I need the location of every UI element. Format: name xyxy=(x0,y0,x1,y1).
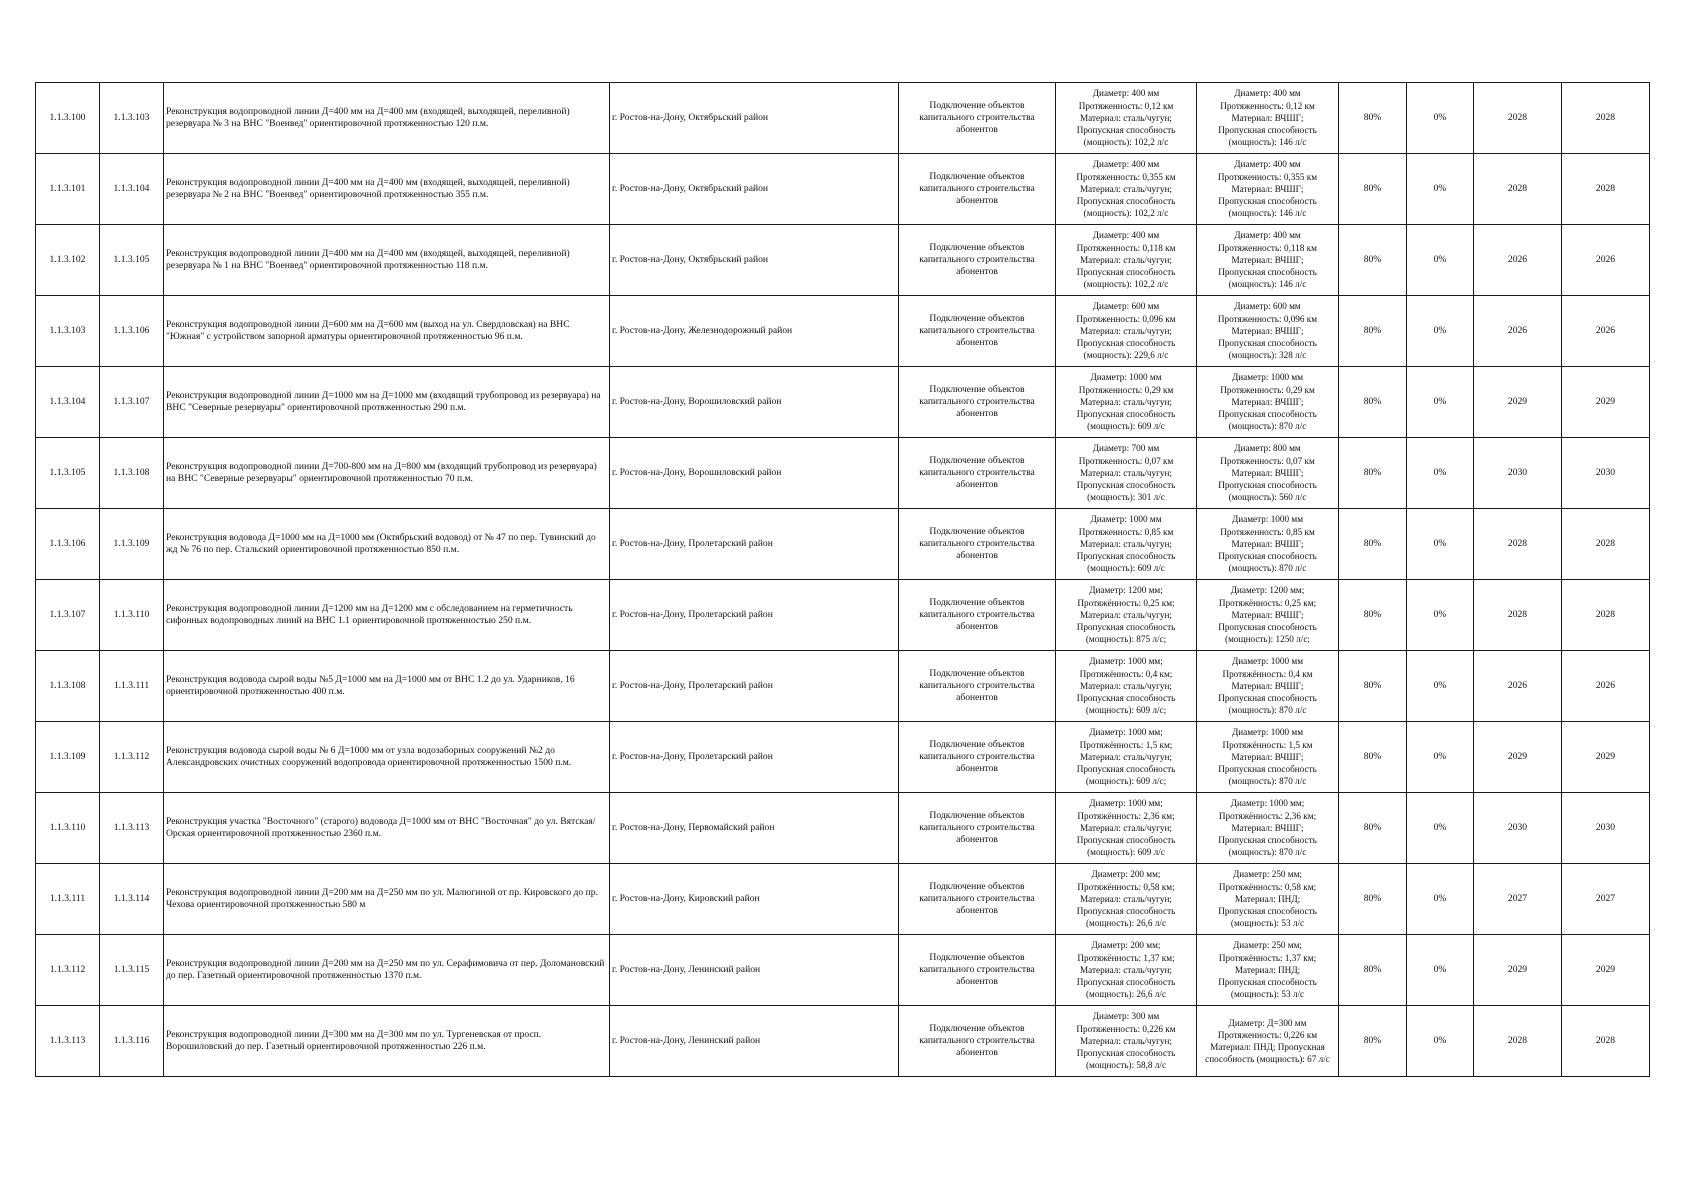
project-name-cell: Реконструкция водопроводной линии Д=200 мм на Д=250 мм по ул. Серафимовича от пер. Доломановский до пер. Газетный ориентировочной протяженностью 1370 п.м. xyxy=(164,935,610,1006)
row-code-cell: 1.1.3.111 xyxy=(100,651,164,722)
row-code-cell: 1.1.3.115 xyxy=(100,935,164,1006)
table-row xyxy=(36,651,1650,722)
wear-after-cell: 0% xyxy=(1407,83,1474,154)
parameters-before-cell: Диаметр: 1000 мм; Протяжённость: 1,5 км; Материал: сталь/чугун; Пропускная способность (мощность): 609 л/с; xyxy=(1056,722,1197,793)
row-code-cell: 1.1.3.116 xyxy=(100,1006,164,1077)
row-code-cell: 1.1.3.110 xyxy=(100,580,164,651)
location-cell: г. Ростов-на-Дону, Октябрьский район xyxy=(610,154,899,225)
row-code-cell: 1.1.3.113 xyxy=(100,793,164,864)
row-number-cell: 1.1.3.113 xyxy=(36,1006,100,1077)
table-row xyxy=(36,296,1650,367)
project-name-cell: Реконструкция водопроводной линии Д=1200 мм на Д=1200 мм с обследованием на герметичность сифонных водопроводных линий на ВНС 1.1 ориентировочной протяженностью 250 п.м. xyxy=(164,580,610,651)
location-cell: г. Ростов-на-Дону, Октябрьский район xyxy=(610,225,899,296)
project-name-cell: Реконструкция водопроводной линии Д=400 мм на Д=400 мм (входящей, выходящей, переливной) резервуара № 3 на ВНС "Военвед" ориентировочной протяженностью 120 п.м. xyxy=(164,83,610,154)
wear-before-cell: 80% xyxy=(1339,722,1407,793)
purpose-cell: Подключение объектов капитального строительства абонентов xyxy=(899,438,1056,509)
start-year-cell: 2030 xyxy=(1474,438,1562,509)
wear-after-cell: 0% xyxy=(1407,1006,1474,1077)
purpose-cell: Подключение объектов капитального строительства абонентов xyxy=(899,935,1056,1006)
wear-before-cell: 80% xyxy=(1339,651,1407,722)
parameters-after-cell: Диаметр: 250 мм; Протяжённость: 0,58 км; Материал: ПНД; Пропускная способность (мощность): 53 л/с xyxy=(1197,864,1339,935)
wear-before-cell: 80% xyxy=(1339,509,1407,580)
parameters-before-cell: Диаметр: 400 мм Протяженность: 0,355 км Материал: сталь/чугун; Пропускная способность (мощность): 102,2 л/с xyxy=(1056,154,1197,225)
parameters-before-cell: Диаметр: 200 мм; Протяжённость: 0,58 км; Материал: сталь/чугун; Пропускная способность (мощность): 26,6 л/с xyxy=(1056,864,1197,935)
parameters-before-cell: Диаметр: 1000 мм Протяженность: 0,85 км Материал: сталь/чугун; Пропускная способность (мощность): 609 л/с xyxy=(1056,509,1197,580)
row-number-cell: 1.1.3.105 xyxy=(36,438,100,509)
table-row xyxy=(36,935,1650,1006)
start-year-cell: 2027 xyxy=(1474,864,1562,935)
row-number-cell: 1.1.3.111 xyxy=(36,864,100,935)
parameters-after-cell: Диаметр: 1000 мм Протяжённость: 0,4 км Материал: ВЧШГ; Пропускная способность (мощность): 870 л/с xyxy=(1197,651,1339,722)
project-name-cell: Реконструкция водопроводной линии Д=300 мм на Д=300 мм по ул. Тургеневская от просп. Ворошиловский до пер. Газетный ориентировочной протяженностью 226 п.м. xyxy=(164,1006,610,1077)
purpose-cell: Подключение объектов капитального строительства абонентов xyxy=(899,225,1056,296)
parameters-before-cell: Диаметр: 400 мм Протяженность: 0,118 км Материал: сталь/чугун; Пропускная способность (мощность): 102,2 л/с xyxy=(1056,225,1197,296)
wear-after-cell: 0% xyxy=(1407,438,1474,509)
purpose-cell: Подключение объектов капитального строительства абонентов xyxy=(899,509,1056,580)
start-year-cell: 2028 xyxy=(1474,580,1562,651)
row-number-cell: 1.1.3.108 xyxy=(36,651,100,722)
purpose-cell: Подключение объектов капитального строительства абонентов xyxy=(899,793,1056,864)
investment-program-table xyxy=(35,82,1650,1077)
start-year-cell: 2029 xyxy=(1474,722,1562,793)
row-number-cell: 1.1.3.102 xyxy=(36,225,100,296)
location-cell: г. Ростов-на-Дону, Ворошиловский район xyxy=(610,367,899,438)
row-number-cell: 1.1.3.104 xyxy=(36,367,100,438)
row-number-cell: 1.1.3.109 xyxy=(36,722,100,793)
project-name-cell: Реконструкция водовода сырой воды №5 Д=1000 мм на Д=1000 мм от ВНС 1.2 до ул. Ударников, 16 ориентировочной протяженностью 400 п.м. xyxy=(164,651,610,722)
end-year-cell: 2027 xyxy=(1562,864,1650,935)
wear-before-cell: 80% xyxy=(1339,864,1407,935)
parameters-after-cell: Диаметр: 600 мм Протяженность: 0,096 км Материал: ВЧШГ; Пропускная способность (мощность): 328 л/с xyxy=(1197,296,1339,367)
start-year-cell: 2026 xyxy=(1474,225,1562,296)
parameters-after-cell: Диаметр: 1000 мм Протяженность: 0,85 км Материал: ВЧШГ; Пропускная способность (мощность): 870 л/с xyxy=(1197,509,1339,580)
wear-after-cell: 0% xyxy=(1407,722,1474,793)
wear-before-cell: 80% xyxy=(1339,793,1407,864)
project-name-cell: Реконструкция водовода Д=1000 мм на Д=1000 мм (Октябрьский водовод) от № 47 по пер. Тувинский до жд № 76 по пер. Стальский ориентировочной протяженностью 850 п.м. xyxy=(164,509,610,580)
table-row xyxy=(36,580,1650,651)
end-year-cell: 2026 xyxy=(1562,225,1650,296)
wear-after-cell: 0% xyxy=(1407,864,1474,935)
wear-after-cell: 0% xyxy=(1407,935,1474,1006)
start-year-cell: 2028 xyxy=(1474,1006,1562,1077)
end-year-cell: 2028 xyxy=(1562,509,1650,580)
purpose-cell: Подключение объектов капитального строительства абонентов xyxy=(899,722,1056,793)
row-number-cell: 1.1.3.110 xyxy=(36,793,100,864)
row-code-cell: 1.1.3.104 xyxy=(100,154,164,225)
wear-before-cell: 80% xyxy=(1339,580,1407,651)
start-year-cell: 2029 xyxy=(1474,367,1562,438)
table-row xyxy=(36,864,1650,935)
parameters-after-cell: Диаметр: 1000 мм Протяжённость: 1,5 км Материал: ВЧШГ; Пропускная способность (мощность): 870 л/с xyxy=(1197,722,1339,793)
end-year-cell: 2030 xyxy=(1562,438,1650,509)
start-year-cell: 2026 xyxy=(1474,651,1562,722)
wear-before-cell: 80% xyxy=(1339,367,1407,438)
end-year-cell: 2029 xyxy=(1562,935,1650,1006)
table-row xyxy=(36,225,1650,296)
parameters-before-cell: Диаметр: 400 мм Протяженность: 0,12 км Материал: сталь/чугун; Пропускная способность (мощность): 102,2 л/с xyxy=(1056,83,1197,154)
project-name-cell: Реконструкция участка "Восточного" (старого) водовода Д=1000 мм от ВНС "Восточная" до ул. Вятская/Орская ориентировочной протяженностью 2360 п.м. xyxy=(164,793,610,864)
parameters-after-cell: Диаметр: 400 мм Протяженность: 0,355 км Материал: ВЧШГ; Пропускная способность (мощность): 146 л/с xyxy=(1197,154,1339,225)
row-number-cell: 1.1.3.107 xyxy=(36,580,100,651)
row-code-cell: 1.1.3.105 xyxy=(100,225,164,296)
wear-after-cell: 0% xyxy=(1407,793,1474,864)
parameters-after-cell: Диаметр: 1000 мм; Протяжённость: 2,36 км; Материал: ВЧШГ; Пропускная способность (мощность): 870 л/с xyxy=(1197,793,1339,864)
project-name-cell: Реконструкция водопроводной линии Д=200 мм на Д=250 мм по ул. Малюгиной от пр. Кировского до пр. Чехова ориентировочной протяженностью 580 м xyxy=(164,864,610,935)
end-year-cell: 2026 xyxy=(1562,651,1650,722)
wear-before-cell: 80% xyxy=(1339,1006,1407,1077)
row-number-cell: 1.1.3.106 xyxy=(36,509,100,580)
parameters-before-cell: Диаметр: 1000 мм Протяженность: 0,29 км Материал: сталь/чугун; Пропускная способность (мощность): 609 л/с xyxy=(1056,367,1197,438)
purpose-cell: Подключение объектов капитального строительства абонентов xyxy=(899,154,1056,225)
project-name-cell: Реконструкция водовода сырой воды № 6 Д=1000 мм от узла водозаборных сооружений №2 до Александровских очистных сооружений водопровода ориентировочной протяженностью 1500 п.м. xyxy=(164,722,610,793)
row-number-cell: 1.1.3.112 xyxy=(36,935,100,1006)
wear-before-cell: 80% xyxy=(1339,438,1407,509)
start-year-cell: 2028 xyxy=(1474,83,1562,154)
row-code-cell: 1.1.3.106 xyxy=(100,296,164,367)
end-year-cell: 2029 xyxy=(1562,722,1650,793)
project-name-cell: Реконструкция водопроводной линии Д=400 мм на Д=400 мм (входящей, выходящей, переливной) резервуара № 2 на ВНС "Военвед" ориентировочной протяженностью 355 п.м. xyxy=(164,154,610,225)
location-cell: г. Ростов-на-Дону, Пролетарский район xyxy=(610,509,899,580)
wear-after-cell: 0% xyxy=(1407,580,1474,651)
location-cell: г. Ростов-на-Дону, Ленинский район xyxy=(610,935,899,1006)
table-body xyxy=(36,83,1650,1077)
location-cell: г. Ростов-на-Дону, Пролетарский район xyxy=(610,580,899,651)
wear-after-cell: 0% xyxy=(1407,509,1474,580)
wear-before-cell: 80% xyxy=(1339,83,1407,154)
purpose-cell: Подключение объектов капитального строительства абонентов xyxy=(899,580,1056,651)
start-year-cell: 2028 xyxy=(1474,154,1562,225)
project-name-cell: Реконструкция водопроводной линии Д=1000 мм на Д=1000 мм (входящий трубопровод из резервуара) на ВНС "Северные резервуары" ориентировочной протяженностью 290 п.м. xyxy=(164,367,610,438)
table-row xyxy=(36,83,1650,154)
location-cell: г. Ростов-на-Дону, Пролетарский район xyxy=(610,651,899,722)
row-code-cell: 1.1.3.103 xyxy=(100,83,164,154)
location-cell: г. Ростов-на-Дону, Октябрьский район xyxy=(610,83,899,154)
parameters-before-cell: Диаметр: 600 мм Протяженность: 0,096 км Материал: сталь/чугун; Пропускная способность (мощность): 229,6 л/с xyxy=(1056,296,1197,367)
table-row xyxy=(36,509,1650,580)
purpose-cell: Подключение объектов капитального строительства абонентов xyxy=(899,83,1056,154)
parameters-before-cell: Диаметр: 200 мм; Протяжённость: 1,37 км; Материал: сталь/чугун; Пропускная способность (мощность): 26,6 л/с xyxy=(1056,935,1197,1006)
project-name-cell: Реконструкция водопроводной линии Д=600 мм на Д=600 мм (выход на ул. Свердловская) на ВНС "Южная" с устройством запорной арматуры ориентировочной протяженностью 96 п.м. xyxy=(164,296,610,367)
location-cell: г. Ростов-на-Дону, Железнодорожный район xyxy=(610,296,899,367)
wear-after-cell: 0% xyxy=(1407,651,1474,722)
end-year-cell: 2029 xyxy=(1562,367,1650,438)
parameters-before-cell: Диаметр: 1200 мм; Протяжённость: 0,25 км; Материал: сталь/чугун; Пропускная способность (мощность): 875 л/с; xyxy=(1056,580,1197,651)
row-code-cell: 1.1.3.108 xyxy=(100,438,164,509)
project-name-cell: Реконструкция водопроводной линии Д=700-800 мм на Д=800 мм (входящий трубопровод из резервуара) на ВНС "Северные резервуары" ориентировочной протяженностью 70 п.м. xyxy=(164,438,610,509)
project-name-cell: Реконструкция водопроводной линии Д=400 мм на Д=400 мм (входящей, выходящей, переливной) резервуара № 1 на ВНС "Военвед" ориентировочной протяженностью 118 п.м. xyxy=(164,225,610,296)
parameters-after-cell: Диаметр: Д=300 мм Протяженность: 0,226 км Материал: ПНД; Пропускная способность (мощность): 67 л/с xyxy=(1197,1006,1339,1077)
parameters-after-cell: Диаметр: 400 мм Протяженность: 0,12 км Материал: ВЧШГ; Пропускная способность (мощность): 146 л/с xyxy=(1197,83,1339,154)
row-number-cell: 1.1.3.100 xyxy=(36,83,100,154)
purpose-cell: Подключение объектов капитального строительства абонентов xyxy=(899,367,1056,438)
end-year-cell: 2028 xyxy=(1562,580,1650,651)
row-number-cell: 1.1.3.101 xyxy=(36,154,100,225)
parameters-before-cell: Диаметр: 1000 мм; Протяжённость: 0,4 км; Материал: сталь/чугун; Пропускная способность (мощность): 609 л/с; xyxy=(1056,651,1197,722)
wear-after-cell: 0% xyxy=(1407,154,1474,225)
location-cell: г. Ростов-на-Дону, Ворошиловский район xyxy=(610,438,899,509)
parameters-after-cell: Диаметр: 1000 мм Протяженность: 0,29 км Материал: ВЧШГ; Пропускная способность (мощность): 870 л/с xyxy=(1197,367,1339,438)
end-year-cell: 2028 xyxy=(1562,154,1650,225)
purpose-cell: Подключение объектов капитального строительства абонентов xyxy=(899,651,1056,722)
wear-after-cell: 0% xyxy=(1407,225,1474,296)
table-row xyxy=(36,438,1650,509)
wear-after-cell: 0% xyxy=(1407,296,1474,367)
parameters-before-cell: Диаметр: 300 мм Протяженность: 0,226 км Материал: сталь/чугун; Пропускная способность (мощность): 58,8 л/с xyxy=(1056,1006,1197,1077)
purpose-cell: Подключение объектов капитального строительства абонентов xyxy=(899,864,1056,935)
end-year-cell: 2026 xyxy=(1562,296,1650,367)
start-year-cell: 2028 xyxy=(1474,509,1562,580)
purpose-cell: Подключение объектов капитального строительства абонентов xyxy=(899,1006,1056,1077)
row-code-cell: 1.1.3.109 xyxy=(100,509,164,580)
row-number-cell: 1.1.3.103 xyxy=(36,296,100,367)
wear-before-cell: 80% xyxy=(1339,935,1407,1006)
start-year-cell: 2029 xyxy=(1474,935,1562,1006)
parameters-after-cell: Диаметр: 1200 мм; Протяжённость: 0,25 км; Материал: ВЧШГ; Пропускная способность (мощность): 1250 л/с; xyxy=(1197,580,1339,651)
wear-before-cell: 80% xyxy=(1339,154,1407,225)
location-cell: г. Ростов-на-Дону, Первомайский район xyxy=(610,793,899,864)
start-year-cell: 2030 xyxy=(1474,793,1562,864)
table-row xyxy=(36,722,1650,793)
parameters-after-cell: Диаметр: 400 мм Протяженность: 0,118 км Материал: ВЧШГ; Пропускная способность (мощность): 146 л/с xyxy=(1197,225,1339,296)
end-year-cell: 2028 xyxy=(1562,1006,1650,1077)
row-code-cell: 1.1.3.107 xyxy=(100,367,164,438)
wear-after-cell: 0% xyxy=(1407,367,1474,438)
table-row xyxy=(36,154,1650,225)
location-cell: г. Ростов-на-Дону, Пролетарский район xyxy=(610,722,899,793)
parameters-before-cell: Диаметр: 700 мм Протяженность: 0,07 км Материал: сталь/чугун; Пропускная способность (мощность): 301 л/с xyxy=(1056,438,1197,509)
parameters-before-cell: Диаметр: 1000 мм; Протяжённость: 2,36 км; Материал: сталь/чугун; Пропускная способность (мощность): 609 л/с xyxy=(1056,793,1197,864)
table-row xyxy=(36,793,1650,864)
location-cell: г. Ростов-на-Дону, Ленинский район xyxy=(610,1006,899,1077)
wear-before-cell: 80% xyxy=(1339,225,1407,296)
end-year-cell: 2028 xyxy=(1562,83,1650,154)
purpose-cell: Подключение объектов капитального строительства абонентов xyxy=(899,296,1056,367)
row-code-cell: 1.1.3.114 xyxy=(100,864,164,935)
table-row xyxy=(36,367,1650,438)
table-row xyxy=(36,1006,1650,1077)
row-code-cell: 1.1.3.112 xyxy=(100,722,164,793)
parameters-after-cell: Диаметр: 250 мм; Протяжённость: 1,37 км; Материал: ПНД; Пропускная способность (мощность): 53 л/с xyxy=(1197,935,1339,1006)
location-cell: г. Ростов-на-Дону, Кировский район xyxy=(610,864,899,935)
wear-before-cell: 80% xyxy=(1339,296,1407,367)
parameters-after-cell: Диаметр: 800 мм Протяженность: 0,07 км Материал: ВЧШГ; Пропускная способность (мощность): 560 л/с xyxy=(1197,438,1339,509)
end-year-cell: 2030 xyxy=(1562,793,1650,864)
start-year-cell: 2026 xyxy=(1474,296,1562,367)
